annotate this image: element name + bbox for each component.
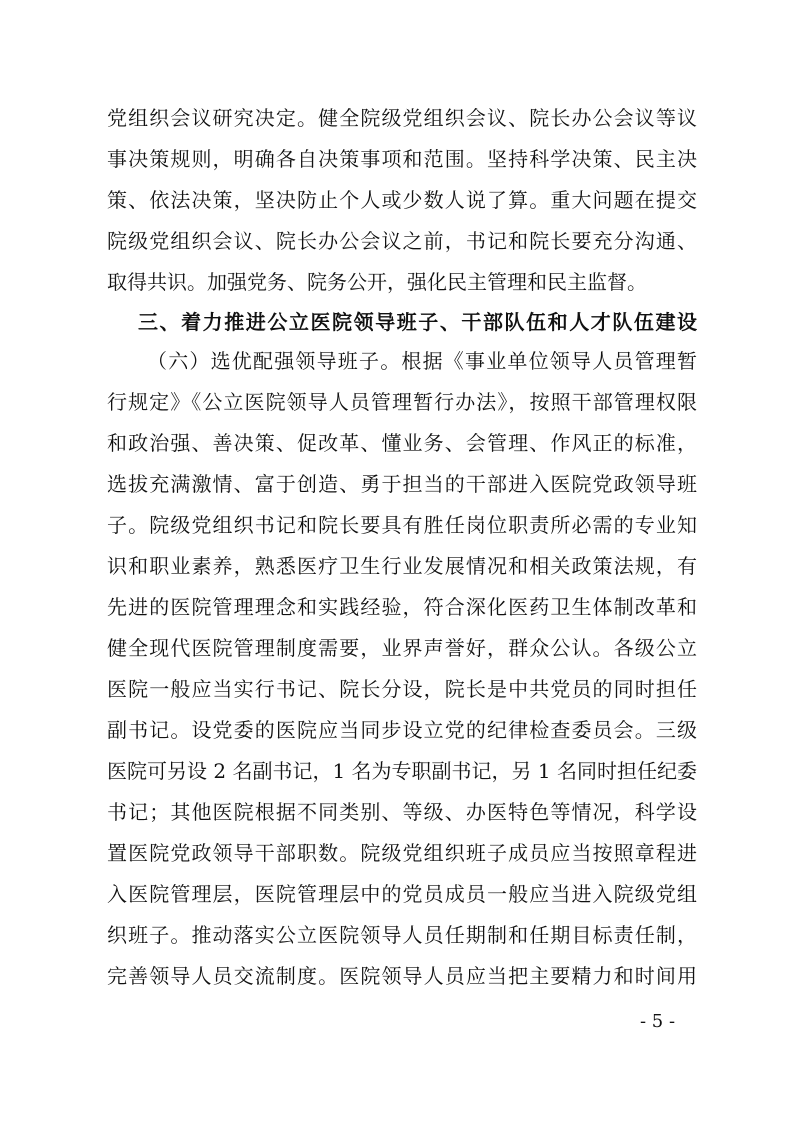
paragraph-2-line-11: 医院可另设 2 名副书记，1 名为专职副书记，另 1 名同时担任纪委 (107, 759, 697, 783)
paragraph-2-line-5: 子。院级党组织书记和院长要具有胜任岗位职责所必需的专业知 (107, 513, 697, 537)
paragraph-2-line-15: 织班子。推动落实公立医院领导人员任期制和任期目标责任制， (107, 923, 697, 947)
paragraph-2-line-13: 置医院党政领导干部职数。院级党组织班子成员应当按照章程进 (107, 841, 697, 865)
paragraph-2-line-14: 入医院管理层，医院管理层中的党员成员一般应当进入院级党组 (107, 882, 697, 906)
paragraph-2-line-16: 完善领导人员交流制度。医院领导人员应当把主要精力和时间用 (107, 964, 697, 988)
paragraph-1-line-4: 院级党组织会议、院长办公会议之前，书记和院长要充分沟通、 (107, 229, 697, 253)
paragraph-2-line-1: （六）选优配强领导班子。根据《事业单位领导人员管理暂 (147, 349, 697, 373)
paragraph-2-line-7: 先进的医院管理理念和实践经验，符合深化医药卫生体制改革和 (107, 595, 697, 619)
paragraph-2-line-8: 健全现代医院管理制度需要，业界声誉好，群众公认。各级公立 (107, 636, 697, 660)
paragraph-1-line-5: 取得共识。加强党务、院务公开，强化民主管理和民主监督。 (107, 270, 647, 294)
paragraph-2-line-2: 行规定》《公立医院领导人员管理暂行办法》，按照干部管理权限 (107, 390, 697, 414)
paragraph-2-line-12: 书记；其他医院根据不同类别、等级、办医特色等情况，科学设 (107, 800, 697, 824)
paragraph-2-line-6: 识和职业素养，熟悉医疗卫生行业发展情况和相关政策法规，有 (107, 554, 697, 578)
paragraph-1-line-2: 事决策规则，明确各自决策事项和范围。坚持科学决策、民主决 (107, 147, 697, 171)
paragraph-2-line-9: 医院一般应当实行书记、院长分设，院长是中共党员的同时担任 (107, 677, 697, 701)
section-heading: 三、着力推进公立医院领导班子、干部队伍和人才队伍建设 (138, 310, 697, 334)
page-number: - 5 - (640, 1011, 676, 1032)
paragraph-2-line-10: 副书记。设党委的医院应当同步设立党的纪律检查委员会。三级 (107, 718, 697, 742)
paragraph-1-line-1: 党组织会议研究决定。健全院级党组织会议、院长办公会议等议 (107, 106, 697, 130)
paragraph-1-line-3: 策、依法决策，坚决防止个人或少数人说了算。重大问题在提交 (107, 188, 697, 212)
paragraph-2-line-4: 选拔充满激情、富于创造、勇于担当的干部进入医院党政领导班 (107, 472, 697, 496)
paragraph-2-line-3: 和政治强、善决策、促改革、懂业务、会管理、作风正的标准， (107, 431, 697, 455)
